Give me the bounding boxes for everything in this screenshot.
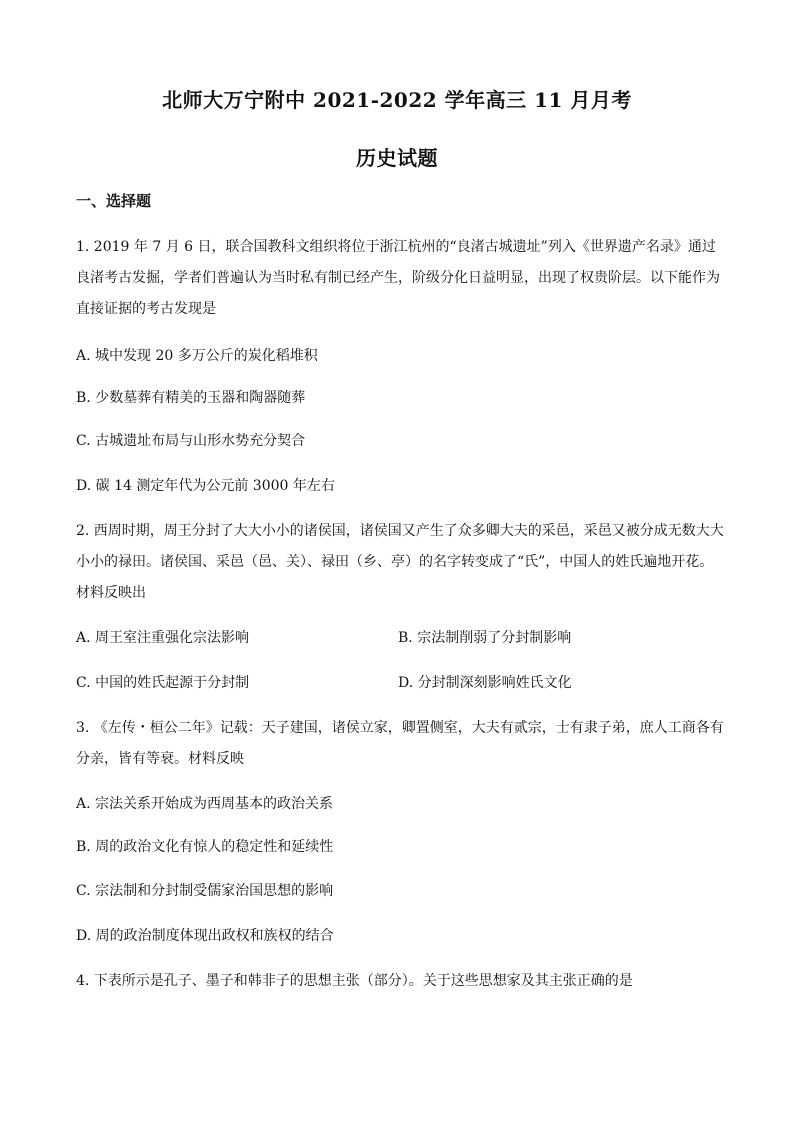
question-2-option-b: B. 宗法制削弱了分封制影响 <box>398 630 572 646</box>
question-2-option-c: C. 中国的姓氏起源于分封制 <box>76 675 250 691</box>
question-1-option-d: D. 碳 14 测定年代为公元前 3000 年左右 <box>76 478 335 494</box>
question-1-option-b: B. 少数墓葬有精美的玉器和陶器随葬 <box>76 390 306 406</box>
page-title: 北师大万宁附中 2021-2022 学年高三 11 月月考 <box>162 88 632 112</box>
section-heading: 一、选择题 <box>76 192 152 210</box>
question-1-option-c: C. 古城遗址布局与山形水势充分契合 <box>76 433 306 449</box>
question-3-stem: 3. 《左传・桓公二年》记载：天子建国，诸侯立家，卿置侧室，大夫有贰宗，士有隶子弟，庶人工商各有分亲，皆有等衰。材料反映 <box>76 720 724 767</box>
question-2-stem: 2. 西周时期，周王分封了大大小小的诸侯国，诸侯国又产生了众多卿大夫的采邑，采邑又被分成无数大大小小的禄田。诸侯国、采邑（邑、关）、禄田（乡、亭）的名字转变成了“氏”，中国人的姓氏遍地开花。材料反映出 <box>76 523 724 601</box>
question-3-option-b: B. 周的政治文化有惊人的稳定性和延续性 <box>76 839 334 855</box>
question-1-stem: 1. 2019 年 7 月 6 日，联合国教科文组织将位于浙江杭州的“良渚古城遗址”列入《世界遗产名录》通过良渚考古发掘，学者们普遍认为当时私有制已经产生，阶级分化日益明显，出现了权贵阶层。以下能作为直接证据的考古发现是 <box>76 239 720 317</box>
question-4-stem: 4. 下表所示是孔子、墨子和韩非子的思想主张（部分）。关于这些思想家及其主张正确的是 <box>76 973 633 989</box>
question-3-option-d: D. 周的政治制度体现出政权和族权的结合 <box>76 928 334 944</box>
question-2-option-a: A. 周王室注重强化宗法影响 <box>76 630 250 646</box>
page-subtitle: 历史试题 <box>356 146 438 170</box>
question-3-option-a: A. 宗法关系开始成为西周基本的政治关系 <box>76 796 334 812</box>
question-2-option-d: D. 分封制深刻影响姓氏文化 <box>398 675 572 691</box>
question-3-option-c: C. 宗法制和分封制受儒家治国思想的影响 <box>76 883 334 899</box>
question-1-option-a: A. 城中发现 20 多万公斤的炭化稻堆积 <box>76 348 318 364</box>
